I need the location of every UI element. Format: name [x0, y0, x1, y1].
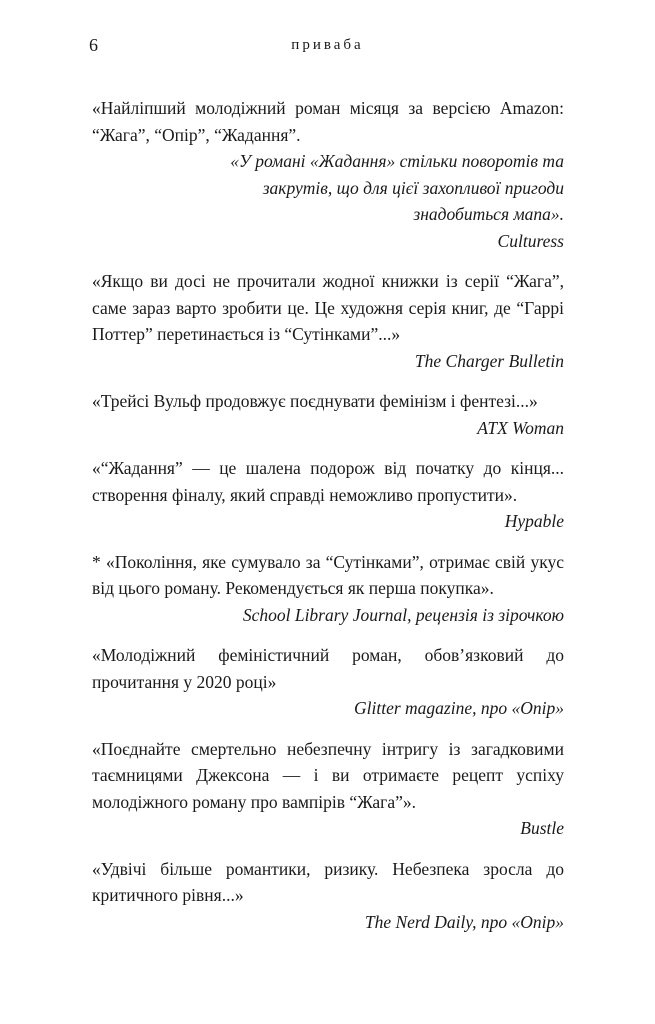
review-source: Bustle — [520, 818, 564, 838]
review-source: Hypable — [504, 511, 564, 531]
review-source: School Library Journal, рецензія із зірочкою — [242, 604, 564, 625]
review-quote: * «Покоління, яке сумувало за “Сутінками”, отримає свій укус від цього роману. Рекомендується як перша покупка». — [92, 551, 564, 598]
review-glitter-magazine — [92, 642, 564, 722]
review-source: The Nerd Daily, про «Опір» — [364, 911, 564, 932]
review-quote: «Найліпший молодіжний роман місяця за версією Amazon: “Жага”, “Опір”, “Жадання”. — [92, 98, 564, 145]
review-nerd-daily — [92, 856, 564, 936]
review-school-library-journal — [92, 549, 564, 629]
review-quote: «Якщо ви досі не прочитали жодної книжки із серії “Жага”, саме зараз варто зробити це. Це художня серія книг, де “Гаррі Поттер” перетинається із “Сутінками”...» — [92, 271, 564, 344]
review-charger-bulletin — [92, 268, 564, 374]
review-source: ATX Woman — [477, 417, 564, 438]
review-culturess — [92, 95, 564, 254]
review-source: The Charger Bulletin — [414, 350, 564, 371]
review-quote: «Трейсі Вульф продовжує поєднувати фемінізм і фентезі...» — [92, 391, 538, 411]
review-bustle — [92, 736, 564, 842]
review-atx-woman — [92, 388, 564, 441]
review-extra-quote: «У романі «Жадання» стільки поворотів та закрутів, що для цієї захопливої пригоди знадобиться мапа». — [230, 151, 564, 224]
review-quote: «Молодіжний феміністичний роман, обов’язковий до прочитання у 2020 році» — [92, 645, 564, 692]
reviews-list — [92, 95, 564, 949]
review-quote: «Поєднайте смертельно небезпечну інтригу із загадковими таємницями Джексона — і ви отримаєте рецепт успіху молодіжного роману про вампірів “Жага”». — [92, 738, 564, 812]
review-quote: «Удвічі більше романтики, ризику. Небезпека зросла до критичного рівня...» — [92, 858, 564, 905]
page-number: 6 — [89, 35, 98, 55]
running-title: приваба — [291, 37, 364, 53]
review-source: Culturess — [497, 230, 564, 251]
review-source: Glitter magazine, про «Опір» — [354, 698, 564, 718]
review-hypable — [92, 455, 564, 535]
review-quote: «“Жадання” — це шалена подорож від початку до кінця... створення фіналу, який справді неможливо пропустити». — [92, 458, 564, 505]
